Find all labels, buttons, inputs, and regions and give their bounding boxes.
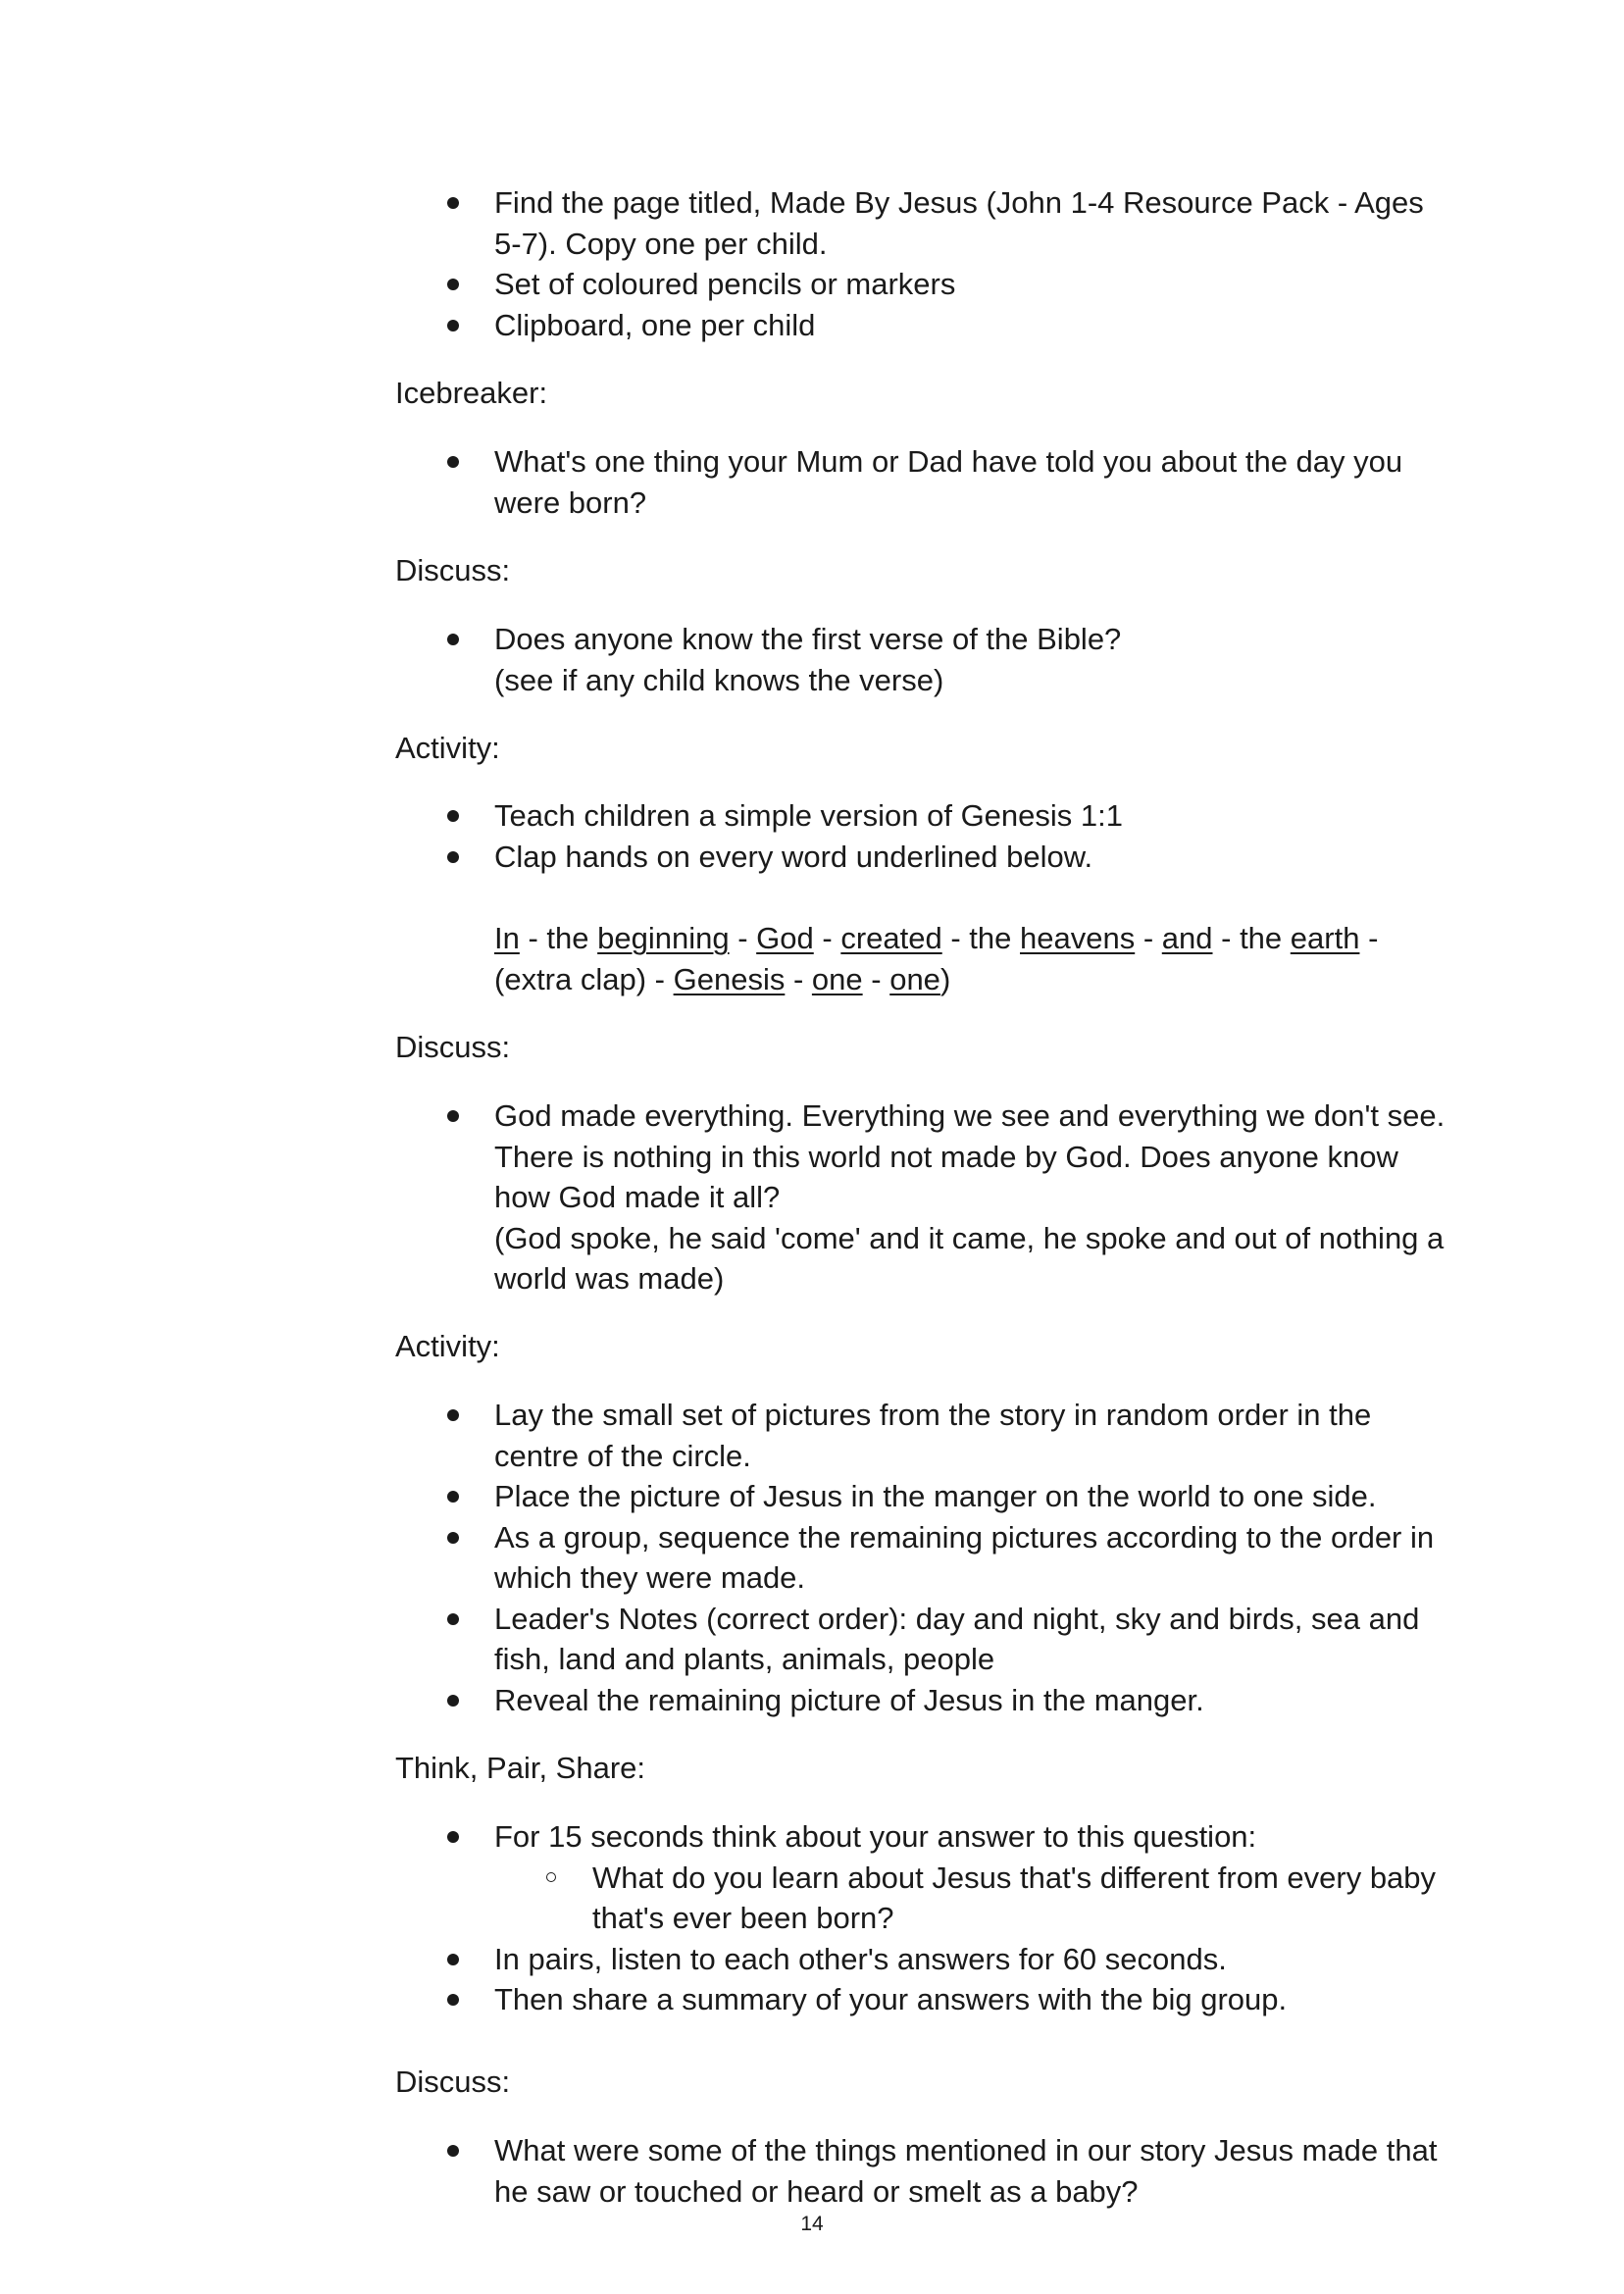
discuss-list: [395, 619, 1454, 700]
hollow-bullet-icon: [546, 1872, 556, 1882]
materials-list: [395, 182, 1454, 345]
list-item: Place the picture of Jesus in the manger on the world to one side.: [395, 1476, 1454, 1517]
bullet-icon: [447, 279, 459, 290]
list-item: Lay the small set of pictures from the story in random order in the centre of the circle.: [395, 1395, 1454, 1476]
underlined-word: In: [494, 921, 520, 955]
think-pair-share-list: [395, 1816, 1454, 2020]
bullet-icon: [447, 1613, 459, 1625]
discuss-heading: Discuss:: [395, 1030, 511, 1064]
underlined-word: beginning: [597, 921, 730, 955]
icebreaker-heading: Icebreaker:: [395, 376, 548, 410]
activity-heading: Activity:: [395, 731, 500, 765]
bullet-icon: [447, 634, 459, 645]
list-item: As a group, sequence the remaining pictures according to the order in which they were made.: [395, 1517, 1454, 1599]
underlined-word: Genesis: [673, 961, 786, 996]
activity-heading: Activity:: [395, 1329, 500, 1363]
think-pair-share-heading: Think, Pair, Share:: [395, 1751, 646, 1785]
bullet-icon: [447, 320, 459, 331]
underlined-word: God: [756, 921, 814, 955]
bullet-icon: [447, 197, 459, 209]
list-item: Set of coloured pencils or markers: [395, 264, 1454, 305]
bullet-icon: [447, 1831, 459, 1843]
activity-list: [395, 1395, 1454, 1720]
bullet-icon: [447, 1491, 459, 1503]
list-item: Then share a summary of your answers with the big group.: [395, 1979, 1454, 2020]
activity-list: [395, 795, 1454, 877]
discuss-list: [395, 2130, 1454, 2212]
list-item: Find the page titled, Made By Jesus (John 1-4 Resource Pack - Ages 5-7). Copy one per child.: [395, 182, 1454, 264]
underlined-word: and: [1161, 921, 1213, 955]
bullet-icon: [447, 1954, 459, 1965]
underlined-word: one: [889, 961, 940, 996]
list-item: Clap hands on every word underlined below.: [395, 837, 1454, 878]
genesis-verse: In - the beginning - God - created - the heavens - and - the earth - (extra clap) - Genesis - one - one): [494, 921, 1379, 996]
bullet-icon: [447, 2145, 459, 2157]
discuss-heading: Discuss:: [395, 553, 511, 587]
list-item: Clipboard, one per child: [395, 305, 1454, 346]
bullet-icon: [447, 456, 459, 468]
icebreaker-list: [395, 441, 1454, 523]
list-item: What were some of the things mentioned in our story Jesus made that he saw or touched or heard or smelt as a baby?: [395, 2130, 1454, 2212]
document-page: [395, 0, 1454, 2294]
list-item: Reveal the remaining picture of Jesus in the manger.: [395, 1680, 1454, 1721]
page-number: 14: [800, 2213, 824, 2235]
list-item: For 15 seconds think about your answer to this question:: [395, 1816, 1454, 1858]
underlined-word: created: [840, 921, 942, 955]
bullet-icon: [447, 1695, 459, 1707]
discuss-list: [395, 1096, 1454, 1300]
bullet-icon: [447, 1532, 459, 1544]
bullet-icon: [447, 851, 459, 863]
list-item: What's one thing your Mum or Dad have told you about the day you were born?: [395, 441, 1454, 523]
list-item: Teach children a simple version of Genesis 1:1: [395, 795, 1454, 837]
underlined-word: heavens: [1020, 921, 1136, 955]
bullet-icon: [447, 1994, 459, 2006]
underlined-word: earth: [1290, 921, 1360, 955]
bullet-icon: [447, 1409, 459, 1421]
sub-list-item: What do you learn about Jesus that's different from every baby that's ever been born?: [395, 1858, 1454, 1939]
bullet-icon: [447, 1110, 459, 1122]
bullet-icon: [447, 810, 459, 822]
list-item: Leader's Notes (correct order): day and night, sky and birds, sea and fish, land and plants, animals, people: [395, 1599, 1454, 1680]
list-item: In pairs, listen to each other's answers for 60 seconds.: [395, 1939, 1454, 1980]
discuss-heading: Discuss:: [395, 2065, 511, 2099]
list-item: Does anyone know the first verse of the Bible? (see if any child knows the verse): [395, 619, 1454, 700]
underlined-word: one: [811, 961, 863, 996]
list-item: God made everything. Everything we see and everything we don't see. There is nothing in this world not made by God. Does anyone know how God made it all? (God spoke, he said 'come' and it came, he spoke and out of nothing a world was made): [395, 1096, 1454, 1300]
